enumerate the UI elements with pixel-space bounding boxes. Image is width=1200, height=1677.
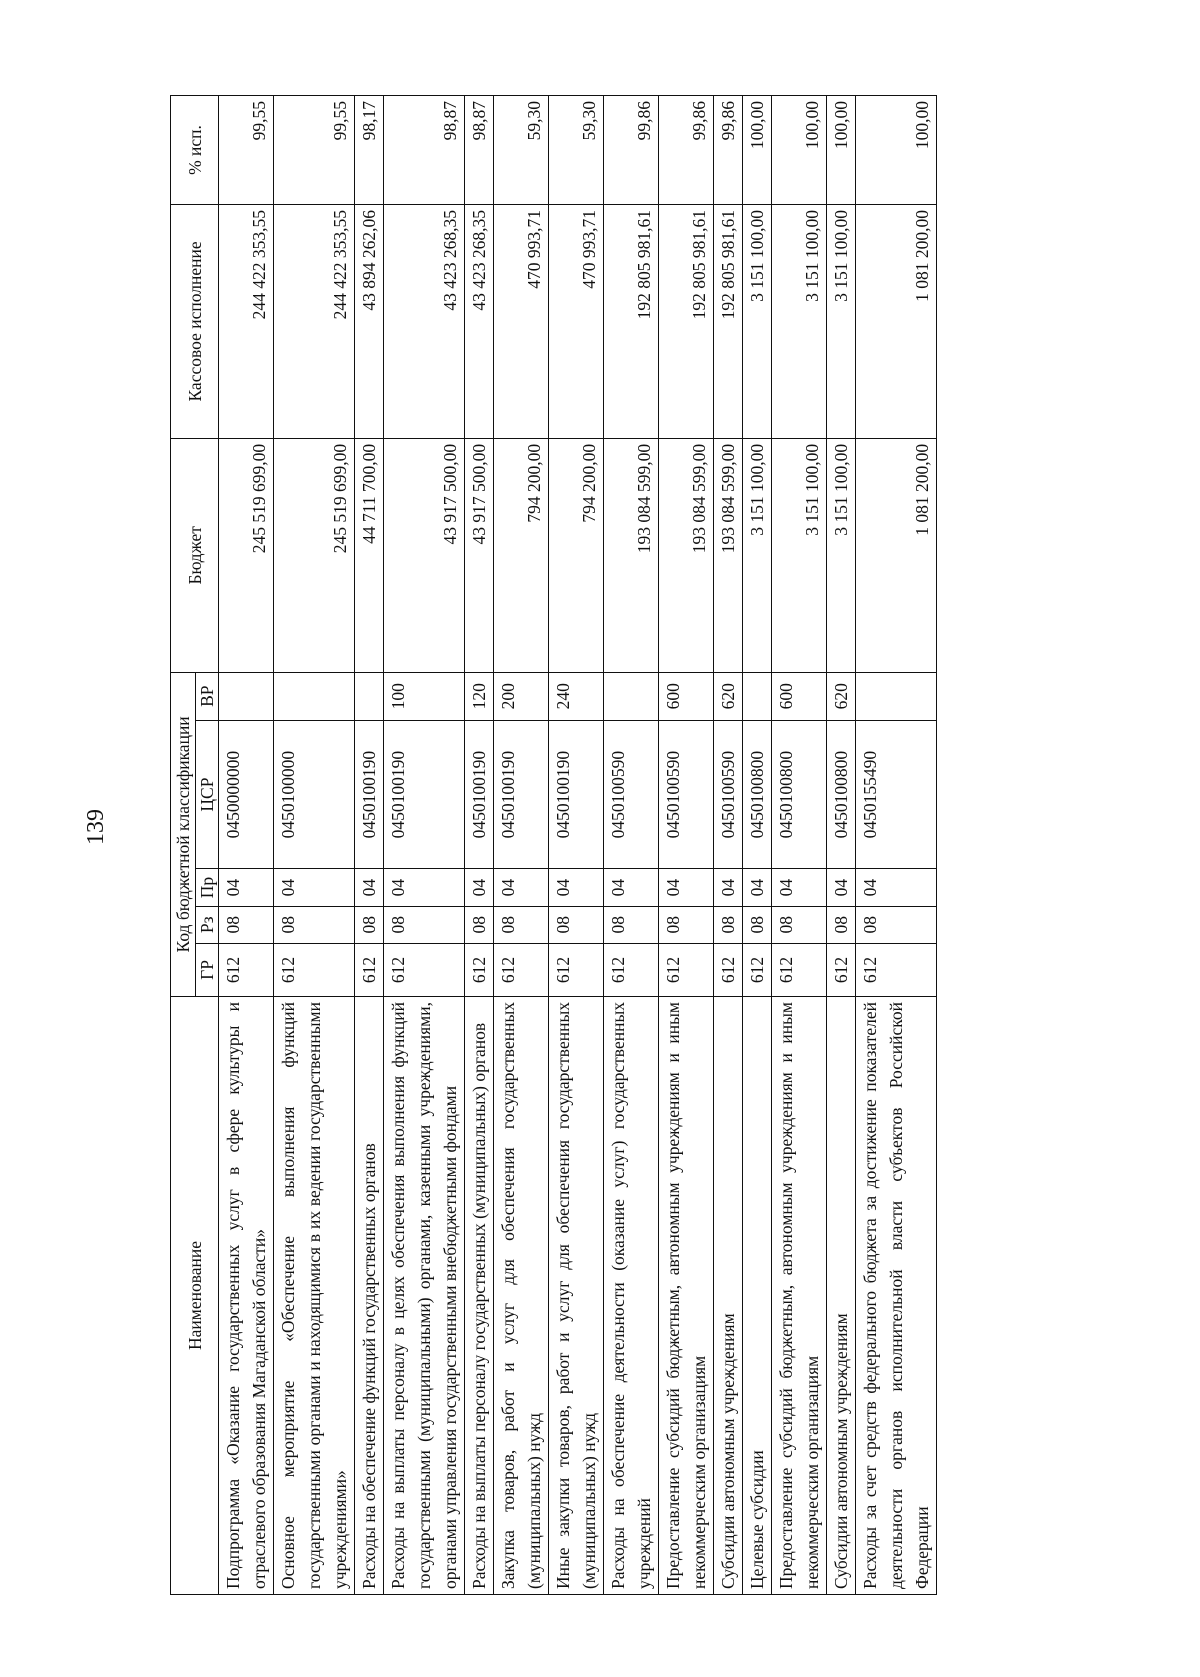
row-budget: 3 151 100,00: [827, 438, 856, 672]
row-gr: 612: [384, 943, 465, 996]
row-percent: 98,87: [465, 96, 494, 205]
row-budget: 794 200,00: [549, 438, 604, 672]
header-rz: Рз: [196, 906, 219, 943]
row-pr: 04: [494, 869, 549, 906]
row-budget: 193 084 599,00: [604, 438, 659, 672]
table-row: [549, 96, 604, 1595]
row-rz: 08: [465, 906, 494, 943]
row-pr: 04: [384, 869, 465, 906]
row-rz: 08: [714, 906, 743, 943]
row-vr: 600: [659, 672, 714, 720]
row-name: Расходы за счет средств федерального бюджета за достижение показателей деятельности органов исполнительной власти субъектов Российской Федерации: [856, 997, 937, 1595]
row-vr: 240: [549, 672, 604, 720]
row-name: Предоставление субсидий бюджетным, автономным учреждениям и иным некоммерческим организациям: [659, 997, 714, 1595]
row-budget: 193 084 599,00: [659, 438, 714, 672]
row-execution: 244 422 353,55: [274, 205, 355, 439]
row-csr: 0450100800: [827, 720, 856, 869]
header-execution: Кассовое исполнение: [171, 205, 219, 439]
row-csr: 0450155490: [856, 720, 937, 869]
table-row: [772, 96, 827, 1595]
row-gr: 612: [714, 943, 743, 996]
table-row: [659, 96, 714, 1595]
row-budget: 245 519 699,00: [219, 438, 274, 672]
table-row: [743, 96, 772, 1595]
table-row: [355, 96, 384, 1595]
row-execution: 43 423 268,35: [384, 205, 465, 439]
row-gr: 612: [219, 943, 274, 996]
row-name: Расходы на обеспечение деятельности (оказание услуг) государственных учреждений: [604, 997, 659, 1595]
row-rz: 08: [743, 906, 772, 943]
row-name: Иные закупки товаров, работ и услуг для обеспечения государственных (муниципальных) нужд: [549, 997, 604, 1595]
row-name: Субсидии автономным учреждениям: [714, 997, 743, 1595]
row-vr: 600: [772, 672, 827, 720]
row-vr: [604, 672, 659, 720]
row-budget: 794 200,00: [494, 438, 549, 672]
row-csr: 0450100800: [772, 720, 827, 869]
row-pr: 04: [219, 869, 274, 906]
row-csr: 0450100190: [494, 720, 549, 869]
table-row: [827, 96, 856, 1595]
row-gr: 612: [465, 943, 494, 996]
row-pr: 04: [549, 869, 604, 906]
table-row: [274, 96, 355, 1595]
row-execution: 192 805 981,61: [604, 205, 659, 439]
row-percent: 100,00: [856, 96, 937, 205]
row-rz: 08: [772, 906, 827, 943]
row-csr: 0450100800: [743, 720, 772, 869]
row-pr: 04: [827, 869, 856, 906]
row-execution: 192 805 981,61: [659, 205, 714, 439]
row-rz: 08: [384, 906, 465, 943]
row-gr: 612: [274, 943, 355, 996]
row-name: Закупка товаров, работ и услуг для обеспечения государственных (муниципальных) нужд: [494, 997, 549, 1595]
row-percent: 98,17: [355, 96, 384, 205]
row-percent: 99,86: [604, 96, 659, 205]
row-gr: 612: [856, 943, 937, 996]
row-csr: 0450100000: [274, 720, 355, 869]
row-gr: 612: [604, 943, 659, 996]
header-gr: ГР: [196, 943, 219, 996]
row-name: Субсидии автономным учреждениям: [827, 997, 856, 1595]
row-budget: 3 151 100,00: [743, 438, 772, 672]
row-percent: 99,55: [274, 96, 355, 205]
row-budget: 43 917 500,00: [465, 438, 494, 672]
row-budget: 43 917 500,00: [384, 438, 465, 672]
row-budget: 193 084 599,00: [714, 438, 743, 672]
row-execution: 192 805 981,61: [714, 205, 743, 439]
row-percent: 100,00: [772, 96, 827, 205]
row-execution: 3 151 100,00: [772, 205, 827, 439]
row-budget: 1 081 200,00: [856, 438, 937, 672]
row-gr: 612: [772, 943, 827, 996]
row-execution: 43 423 268,35: [465, 205, 494, 439]
header-budget: Бюджет: [171, 438, 219, 672]
row-percent: 99,86: [714, 96, 743, 205]
row-vr: 620: [714, 672, 743, 720]
row-rz: 08: [659, 906, 714, 943]
row-rz: 08: [494, 906, 549, 943]
row-pr: 04: [714, 869, 743, 906]
row-csr: 0450100190: [384, 720, 465, 869]
row-gr: 612: [355, 943, 384, 996]
row-csr: 0450100590: [604, 720, 659, 869]
header-code-group: Код бюджетной классификации: [171, 672, 196, 996]
row-rz: 08: [604, 906, 659, 943]
row-rz: 08: [274, 906, 355, 943]
row-percent: 99,86: [659, 96, 714, 205]
table-row: [384, 96, 465, 1595]
row-csr: 0450100190: [355, 720, 384, 869]
table-body: [219, 96, 937, 1595]
row-percent: 59,30: [494, 96, 549, 205]
row-percent: 99,55: [219, 96, 274, 205]
row-gr: 612: [743, 943, 772, 996]
row-vr: [743, 672, 772, 720]
row-gr: 612: [549, 943, 604, 996]
row-budget: 44 711 700,00: [355, 438, 384, 672]
row-execution: 470 993,71: [494, 205, 549, 439]
row-pr: 04: [659, 869, 714, 906]
row-budget: 3 151 100,00: [772, 438, 827, 672]
row-gr: 612: [659, 943, 714, 996]
row-name: Предоставление субсидий бюджетным, автономным учреждениям и иным некоммерческим организациям: [772, 997, 827, 1595]
row-name: Расходы на выплаты персоналу государственных (муниципальных) органов: [465, 997, 494, 1595]
table-row: [604, 96, 659, 1595]
header-name: Наименование: [171, 997, 219, 1595]
header-percent: % исп.: [171, 96, 219, 205]
row-pr: 04: [465, 869, 494, 906]
row-vr: [856, 672, 937, 720]
rotated-table-container: [170, 95, 1015, 1595]
row-name: Расходы на обеспечение функций государственных органов: [355, 997, 384, 1595]
table-row: [714, 96, 743, 1595]
row-execution: 244 422 353,55: [219, 205, 274, 439]
row-budget: 245 519 699,00: [274, 438, 355, 672]
row-pr: 04: [274, 869, 355, 906]
row-percent: 100,00: [827, 96, 856, 205]
header-vr: ВР: [196, 672, 219, 720]
row-pr: 04: [856, 869, 937, 906]
row-name: Основное мероприятие «Обеспечение выполнения функций государственными органами и находящимися в их ведении государственными учреждениями»: [274, 997, 355, 1595]
table-row: [219, 96, 274, 1595]
row-rz: 08: [219, 906, 274, 943]
budget-table: [170, 95, 937, 1595]
row-execution: 470 993,71: [549, 205, 604, 439]
row-pr: 04: [772, 869, 827, 906]
row-rz: 08: [827, 906, 856, 943]
row-pr: 04: [743, 869, 772, 906]
table-row: [465, 96, 494, 1595]
row-vr: [355, 672, 384, 720]
row-percent: 59,30: [549, 96, 604, 205]
row-vr: 200: [494, 672, 549, 720]
header-csr: ЦСР: [196, 720, 219, 869]
table-row: [494, 96, 549, 1595]
row-vr: 620: [827, 672, 856, 720]
row-csr: 0450100190: [465, 720, 494, 869]
row-csr: 0450000000: [219, 720, 274, 869]
row-vr: [274, 672, 355, 720]
row-percent: 100,00: [743, 96, 772, 205]
row-name: Расходы на выплаты персоналу в целях обеспечения выполнения функций государственными (муниципальными) органами, казенными учреждениями, органами управления государственными внебюджетными фондами: [384, 997, 465, 1595]
row-pr: 04: [604, 869, 659, 906]
row-name: Подпрограмма «Оказание государственных услуг в сфере культуры и отраслевого образования Магаданской области»: [219, 997, 274, 1595]
row-execution: 3 151 100,00: [827, 205, 856, 439]
row-execution: 3 151 100,00: [743, 205, 772, 439]
row-csr: 0450100190: [549, 720, 604, 869]
row-csr: 0450100590: [714, 720, 743, 869]
row-execution: 43 894 262,06: [355, 205, 384, 439]
row-vr: [219, 672, 274, 720]
row-name: Целевые субсидии: [743, 997, 772, 1595]
row-vr: 120: [465, 672, 494, 720]
table-row: [856, 96, 937, 1595]
row-vr: 100: [384, 672, 465, 720]
header-pr: Пр: [196, 869, 219, 906]
page-number: 139: [83, 809, 109, 845]
row-gr: 612: [827, 943, 856, 996]
row-csr: 0450100590: [659, 720, 714, 869]
row-rz: 08: [355, 906, 384, 943]
row-execution: 1 081 200,00: [856, 205, 937, 439]
row-percent: 98,87: [384, 96, 465, 205]
row-rz: 08: [549, 906, 604, 943]
row-gr: 612: [494, 943, 549, 996]
row-rz: 08: [856, 906, 937, 943]
row-pr: 04: [355, 869, 384, 906]
